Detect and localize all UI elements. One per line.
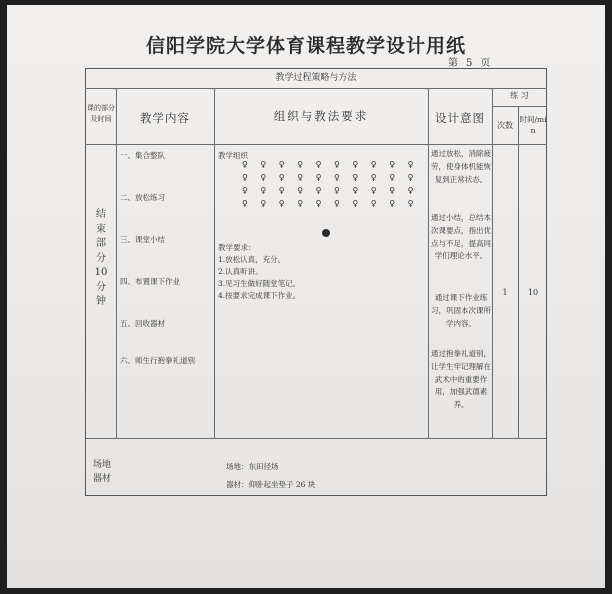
venue-site	[226, 461, 279, 472]
student-figure-icon: ♀	[389, 173, 396, 182]
section-title: 教学过程策略与方法	[275, 73, 357, 83]
part-time-label	[90, 208, 112, 310]
student-figure-icon: ♀	[242, 186, 248, 195]
part-time-char: 部	[96, 238, 106, 249]
student-figure-icon: ♀	[370, 173, 377, 182]
venue-equipment	[226, 479, 315, 490]
part-time-text	[90, 208, 112, 310]
student-figure-icon: ♀	[315, 186, 322, 195]
requirement-1: 1.放松认真，充分。	[218, 255, 286, 264]
step-5: 五、回收器材	[120, 319, 165, 328]
part-time-char: 分	[96, 281, 106, 293]
student-figure-icon: ♀	[407, 186, 414, 195]
venue-site-value: 东田径场	[248, 462, 279, 471]
student-figure-icon: ♀	[407, 173, 414, 182]
teacher-position-dot	[322, 229, 330, 237]
rule-above-venue	[85, 438, 547, 439]
part-time-char: 结	[96, 209, 106, 220]
student-figure-icon: ♀	[278, 186, 285, 195]
header-organization: 组织与教法要求	[273, 109, 369, 123]
student-figure-icon: ♀	[278, 199, 285, 208]
intent-2: 通过小结，总结本次课要点，指出优点与不足，提高同学们理论水平。	[431, 213, 491, 261]
part-time-char: 分	[96, 252, 106, 264]
venue-equip-label: 器材：	[226, 480, 249, 489]
student-figure-icon: ♀	[389, 199, 396, 208]
intent-4: 通过抱拳礼道别，让学生牢记理解在武术中的重要作用，加强武德素养。	[431, 349, 491, 410]
page-number: 5	[466, 58, 475, 69]
step-2: 二、放松练习	[120, 193, 165, 202]
student-figure-icon: ♀	[352, 160, 359, 169]
student-figure-icon: ♀	[297, 173, 304, 182]
venue-label: 场地器材	[92, 460, 111, 484]
student-figure-icon: ♀	[260, 173, 267, 182]
header-part-time: 课的部分及时间	[87, 104, 115, 123]
student-figure-icon: ♀	[370, 199, 377, 208]
student-figure-icon: ♀	[389, 160, 396, 169]
page-prefix: 第	[448, 58, 460, 69]
col-divider-1	[116, 88, 117, 438]
student-figure-icon: ♀	[334, 186, 340, 195]
part-time-char: 钟	[96, 296, 106, 307]
student-figure-icon: ♀	[297, 186, 304, 195]
rule-below-section-title	[85, 88, 547, 89]
step-4: 四、布置课下作业	[120, 277, 180, 286]
part-time-char: 10	[94, 267, 108, 278]
requirement-4: 4.按要求完成课下作业。	[218, 291, 301, 300]
student-figure-icon: ♀	[278, 173, 285, 182]
student-figure-icon: ♀	[260, 160, 267, 169]
student-figure-icon: ♀	[407, 160, 414, 169]
requirement-2: 2.认真听讲。	[218, 267, 263, 276]
requirement-3: 3.见习生做好随堂笔记。	[218, 279, 301, 288]
student-figure-icon: ♀	[242, 160, 248, 169]
col-divider-2	[214, 88, 215, 438]
header-time: 时间/min	[519, 115, 547, 135]
student-figure-icon: ♀	[407, 199, 414, 208]
student-figure-icon: ♀	[352, 173, 359, 182]
student-figure-icon: ♀	[278, 160, 285, 169]
page-suffix: 页	[480, 58, 493, 69]
student-figure-icon: ♀	[352, 186, 359, 195]
time-value: 10	[527, 288, 539, 297]
header-content: 教学内容	[140, 111, 190, 125]
student-figure-icon: ♀	[315, 173, 322, 182]
student-figure-icon: ♀	[370, 186, 377, 195]
student-figure-icon: ♀	[334, 173, 340, 182]
student-figure-icon: ♀	[334, 160, 340, 169]
page-number-label	[448, 54, 492, 69]
venue-site-label: 场地：	[226, 462, 249, 471]
rule-below-headers	[85, 144, 547, 145]
step-1: 一、集合整队	[120, 151, 165, 160]
student-figure-icon: ♀	[242, 173, 248, 182]
student-figure-icon: ♀	[370, 160, 377, 169]
header-intent: 设计意图	[435, 111, 485, 125]
header-count: 次数	[497, 121, 513, 130]
student-figure-icon: ♀	[242, 199, 248, 208]
student-figure-icon: ♀	[297, 199, 304, 208]
header-practice: 练 习	[510, 91, 529, 100]
student-figure-icon: ♀	[389, 186, 396, 195]
step-3: 三、课堂小结	[120, 235, 165, 244]
requirements-title: 教学要求：	[218, 243, 256, 252]
rule-below-practice	[492, 106, 547, 107]
student-figure-icon: ♀	[334, 199, 340, 208]
student-figure-icon: ♀	[260, 186, 267, 195]
count-value: 1	[502, 288, 508, 297]
document-title: 信阳学院大学体育课程教学设计用纸	[145, 35, 466, 57]
student-figure-icon: ♀	[315, 160, 322, 169]
formation-label: 教学组织	[218, 151, 248, 160]
intent-3: 通过课下作业练习，巩固本次课所学内容。	[431, 293, 491, 328]
intent-1: 通过放松，消除疲劳，使身体机能恢复到正常状态。	[431, 149, 491, 184]
col-divider-5	[518, 106, 519, 438]
student-figure-icon: ♀	[297, 160, 304, 169]
student-figure-icon: ♀	[352, 199, 359, 208]
student-figure-icon: ♀	[260, 199, 267, 208]
step-6: 六、师生行抱拳礼道别	[120, 356, 195, 365]
venue-equip-value: 仰卧起坐垫子 26 块	[248, 480, 316, 489]
student-figure-icon: ♀	[315, 199, 322, 208]
part-time-char: 束	[96, 223, 106, 235]
